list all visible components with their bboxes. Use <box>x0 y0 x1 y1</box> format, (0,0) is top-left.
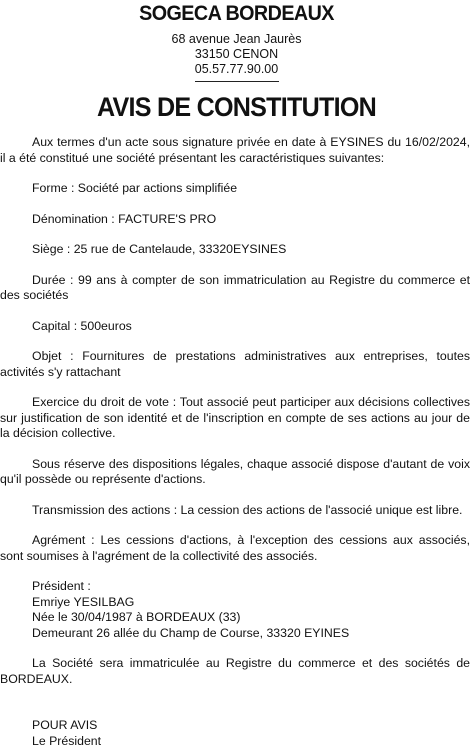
immatriculation-paragraph: La Société sera immatriculée au Registre du commerce et des sociétés de BORDEAUX. <box>0 656 470 687</box>
notice-body <box>0 135 470 749</box>
header-divider <box>195 81 279 82</box>
company-address-city: 33150 CENON <box>0 47 473 62</box>
president-block <box>0 579 470 641</box>
field-transmission: Transmission des actions : La cession des actions de l'associé unique est libre. <box>0 503 470 519</box>
field-forme: Forme : Société par actions simplifiée <box>0 181 470 197</box>
closing-signatory: Le Président <box>0 734 470 749</box>
president-address: Demeurant 26 allée du Champ de Course, 33320 EYINES <box>0 626 470 642</box>
notice-title: AVIS DE CONSTITUTION <box>17 92 457 123</box>
field-duree: Durée : 99 ans à compter de son immatriculation au Registre du commerce et des sociétés <box>0 273 470 304</box>
intro-paragraph: Aux termes d'un acte sous signature privée en date à EYSINES du 16/02/2024, il a été constitué une société présentant les caractéristiques suivantes: <box>0 135 470 166</box>
president-label: Président : <box>0 579 470 595</box>
field-denomination: Dénomination : FACTURE'S PRO <box>0 212 470 228</box>
president-name: Emriye YESILBAG <box>0 595 470 611</box>
closing-block <box>0 718 470 749</box>
voting-reserve-paragraph: Sous réserve des dispositions légales, chaque associé dispose d'autant de voix qu'il possède ou représente d'actions. <box>0 457 470 488</box>
field-droit-de-vote: Exercice du droit de vote : Tout associé peut participer aux décisions collectives sur justification de son identité et de l'inscription en compte de ses actions au jour de la décision collective. <box>0 395 470 442</box>
president-birth: Née le 30/04/1987 à BORDEAUX (33) <box>0 610 470 626</box>
company-phone: 05.57.77.90.00 <box>0 62 473 77</box>
field-capital: Capital : 500euros <box>0 319 470 335</box>
field-objet: Objet : Fournitures de prestations administratives aux entreprises, toutes activités s'y rattachant <box>0 349 470 380</box>
company-name: SOGECA BORDEAUX <box>14 2 459 26</box>
closing-pour-avis: POUR AVIS <box>0 718 470 734</box>
company-address-street: 68 avenue Jean Jaurès <box>0 32 473 47</box>
field-siege: Siège : 25 rue de Cantelaude, 33320EYSINES <box>0 242 470 258</box>
field-agrement: Agrément : Les cessions d'actions, à l'exception des cessions aux associés, sont soumises à l'agrément de la collectivité des associés. <box>0 533 470 564</box>
